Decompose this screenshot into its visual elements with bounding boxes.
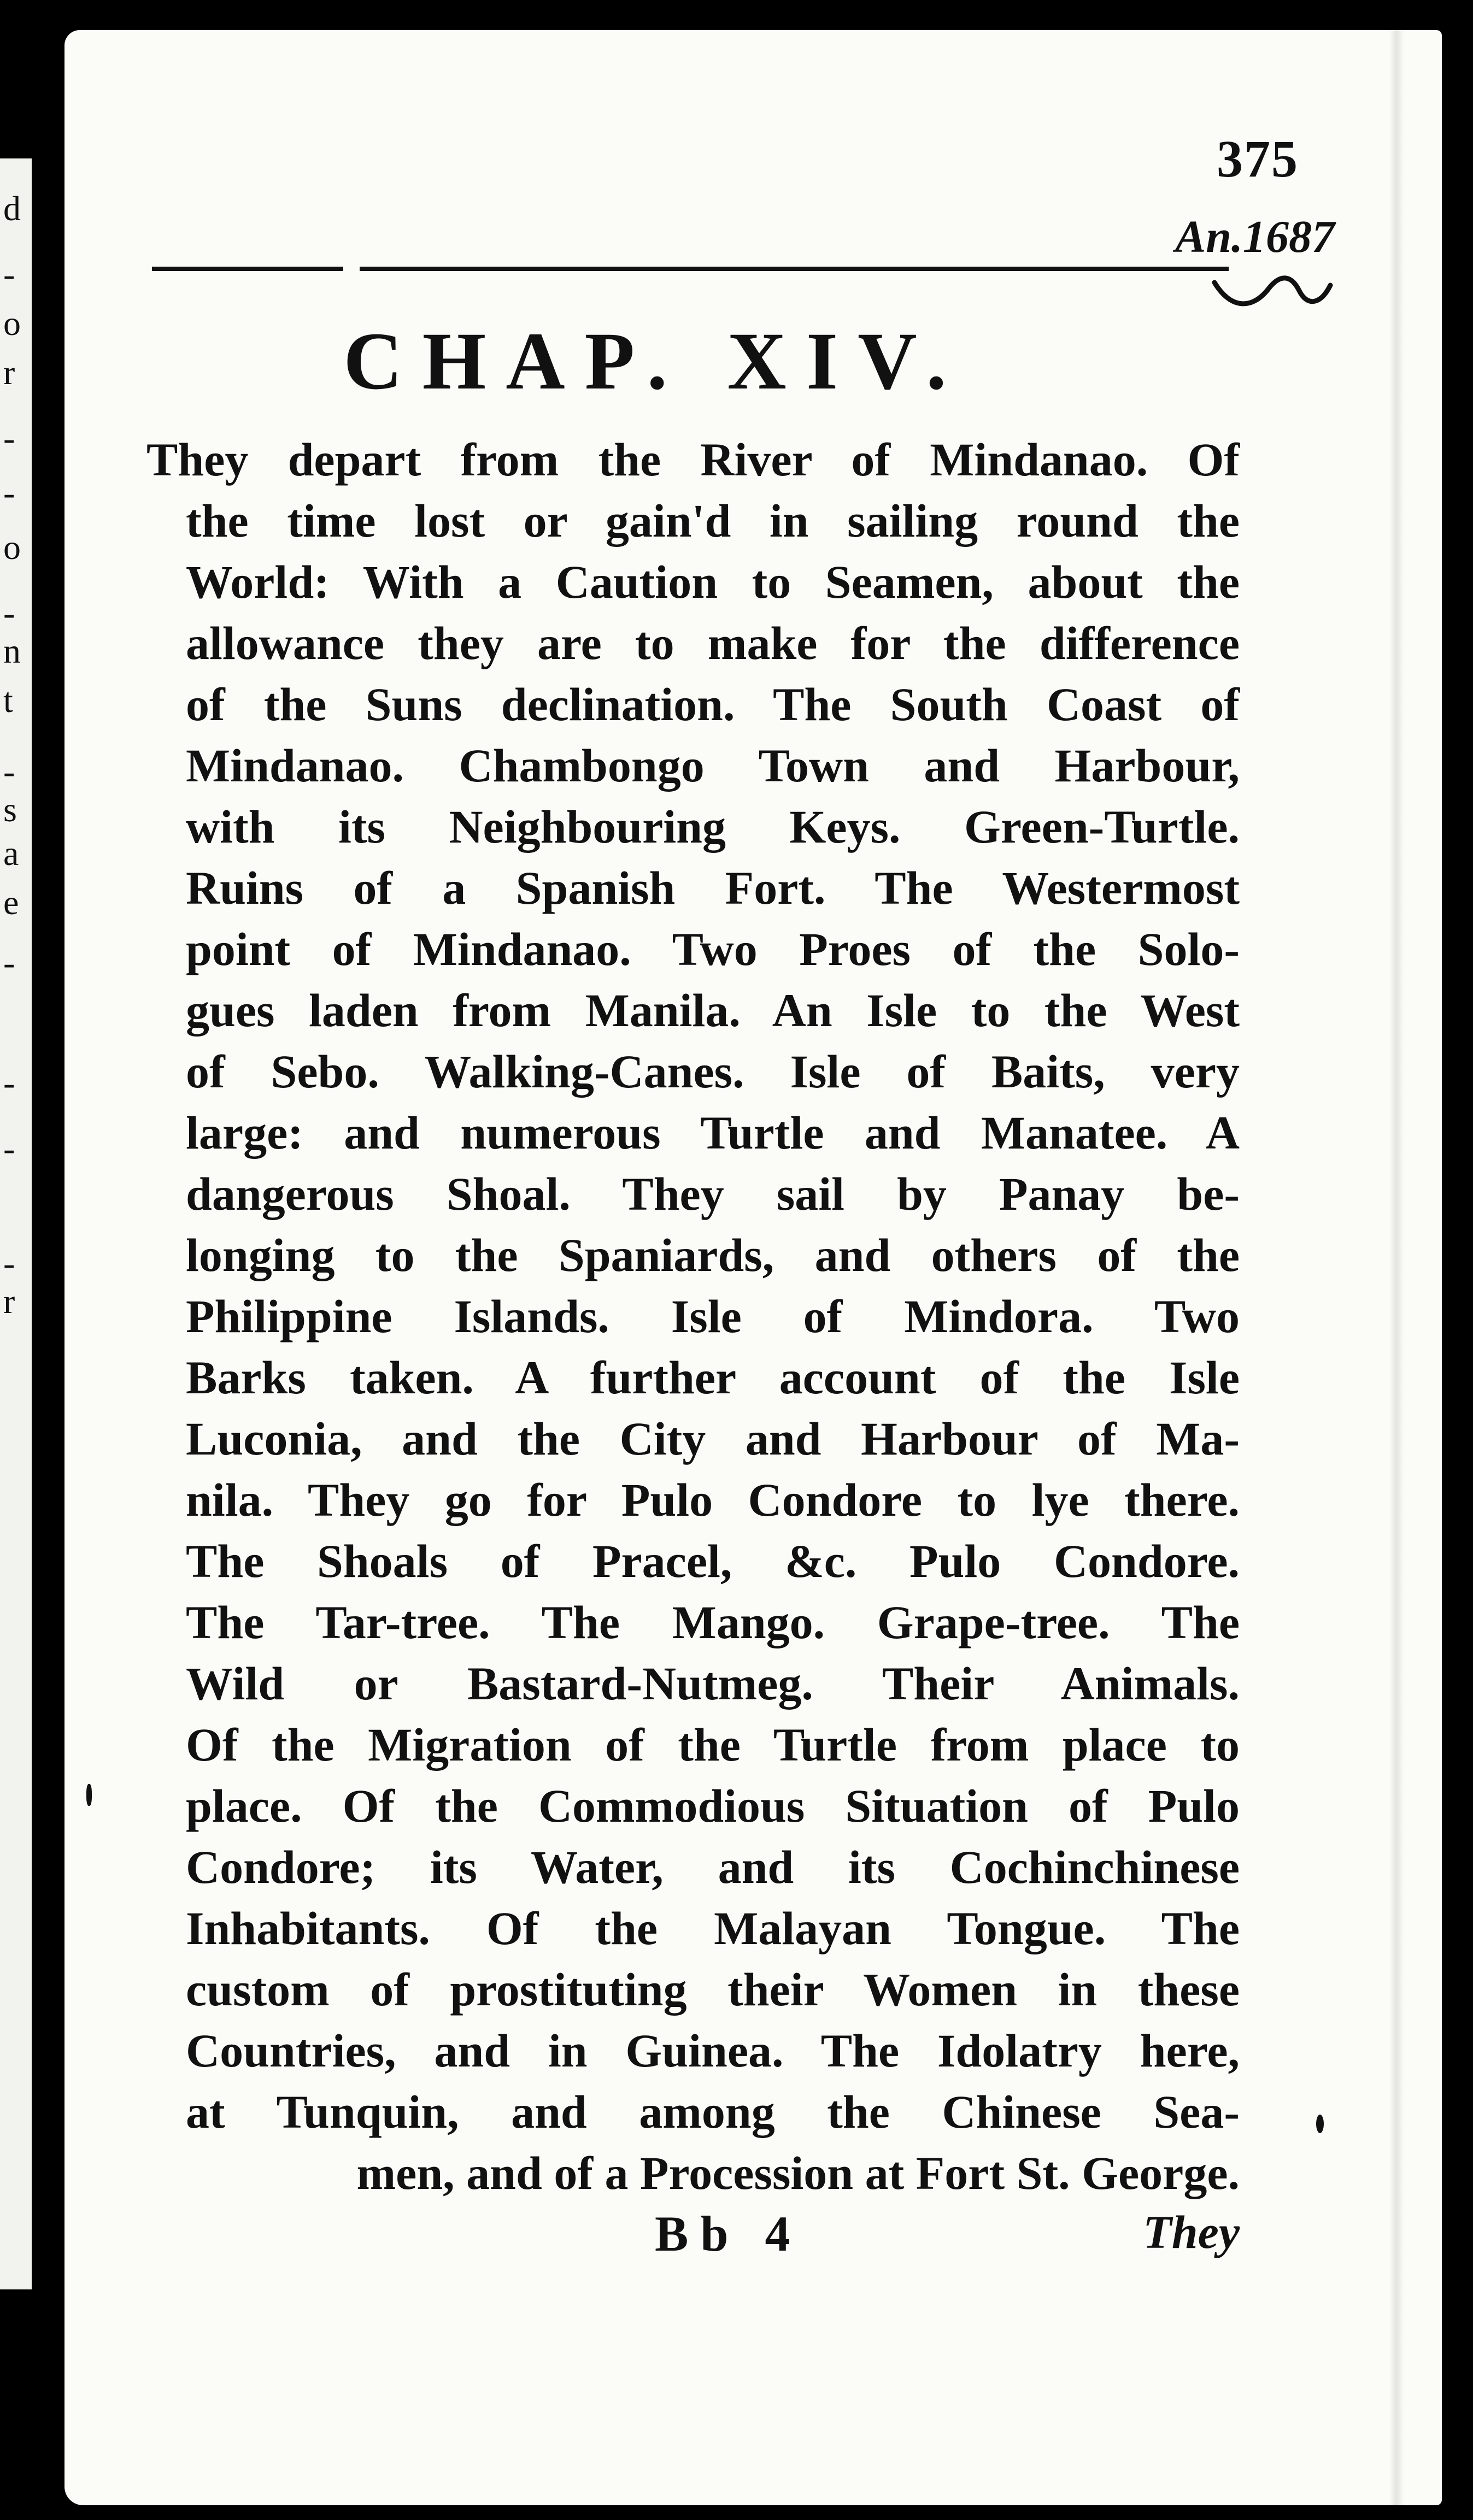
facing-page-fragment: t [3,681,13,720]
summary-line: Luconia, and the City and Harbour of Ma- [186,1412,1240,1465]
header-rule-right [360,267,1229,271]
facing-page-fragment: e [3,883,19,922]
marginal-year-note: An.1687 [1175,211,1335,262]
facing-page-fragment: r [3,1282,15,1321]
summary-line: place. Of the Commodious Situation of Pulo [186,1780,1240,1832]
facing-page-fragment: - [3,1244,15,1282]
facing-page-fragment: s [3,790,17,829]
page-edge-shadow [1389,30,1404,2505]
summary-line: The Shoals of Pracel, &c. Pulo Condore. [186,1535,1240,1587]
facing-page-fragment: a [3,834,19,873]
summary-line: They depart from the River of Mindanao. Of [146,433,1240,486]
facing-page-fragment: - [3,593,15,632]
summary-line: longing to the Spaniards, and others of the [186,1229,1240,1281]
signature-mark: Bb 4 [655,2206,802,2262]
summary-line: Inhabitants. Of the Malayan Tongue. The [186,1902,1240,1954]
facing-page-fragment: - [3,473,15,512]
facing-page-fragment: o [3,528,21,567]
facing-page-fragment: - [3,1063,15,1102]
summary-line: Ruins of a Spanish Fort. The Westermost [186,862,1240,914]
facing-page-fragment: r [3,353,15,392]
facing-page-fragment: n [3,632,21,670]
flourish-ornament [1209,266,1335,315]
header-rule-left [152,267,343,271]
summary-line: Mindanao. Chambongo Town and Harbour, [186,739,1240,792]
summary-line: Countries, and in Guinea. The Idolatry here, [186,2024,1240,2077]
book-page [64,30,1442,2505]
summary-line: men, and of a Procession at Fort St. George. [356,2147,1240,2199]
facing-page-edge [0,158,32,2289]
ink-speck [1316,2115,1324,2133]
catchword: They [1143,2206,1240,2258]
summary-line: allowance they are to make for the difference [186,617,1240,669]
summary-line: of Sebo. Walking-Canes. Isle of Baits, very [186,1045,1240,1098]
facing-page-fragment: - [3,943,15,982]
facing-page-fragment: - [3,255,15,293]
summary-line: nila. They go for Pulo Condore to lye there. [186,1474,1240,1526]
summary-line: Of the Migration of the Turtle from place to [186,1718,1240,1771]
chapter-title: CHAP. XIV. [343,316,966,407]
facing-page-fragment: d [3,189,21,228]
chapter-summary [146,429,1240,2204]
summary-line: The Tar-tree. The Mango. Grape-tree. The [186,1596,1240,1648]
summary-line: point of Mindanao. Two Proes of the Solo- [186,923,1240,975]
summary-line: Wild or Bastard-Nutmeg. Their Animals. [186,1657,1240,1710]
summary-line: dangerous Shoal. They sail by Panay be- [186,1168,1240,1220]
ink-speck [86,1784,92,1806]
summary-line: the time lost or gain'd in sailing round the [186,494,1240,547]
summary-line: Philippine Islands. Isle of Mindora. Two [186,1290,1240,1343]
facing-page-fragment: - [3,419,15,457]
summary-line: of the Suns declination. The South Coast of [186,678,1240,731]
summary-line: large: and numerous Turtle and Manatee. A [186,1106,1240,1159]
summary-line: World: With a Caution to Seamen, about the [186,556,1240,608]
page-footer [146,2205,1240,2270]
facing-page-fragment: - [3,1129,15,1168]
facing-page-fragment: o [3,304,21,343]
summary-line: Barks taken. A further account of the Isle [186,1351,1240,1404]
summary-line: Condore; its Water, and its Cochinchinese [186,1841,1240,1893]
page-number: 375 [1217,129,1299,188]
summary-line: at Tunquin, and among the Chinese Sea- [186,2086,1240,2138]
summary-line: with its Neighbouring Keys. Green-Turtle. [186,800,1240,853]
summary-line: custom of prostituting their Women in these [186,1963,1240,2016]
facing-page-fragment: - [3,752,15,791]
summary-line: gues laden from Manila. An Isle to the West [186,984,1240,1037]
